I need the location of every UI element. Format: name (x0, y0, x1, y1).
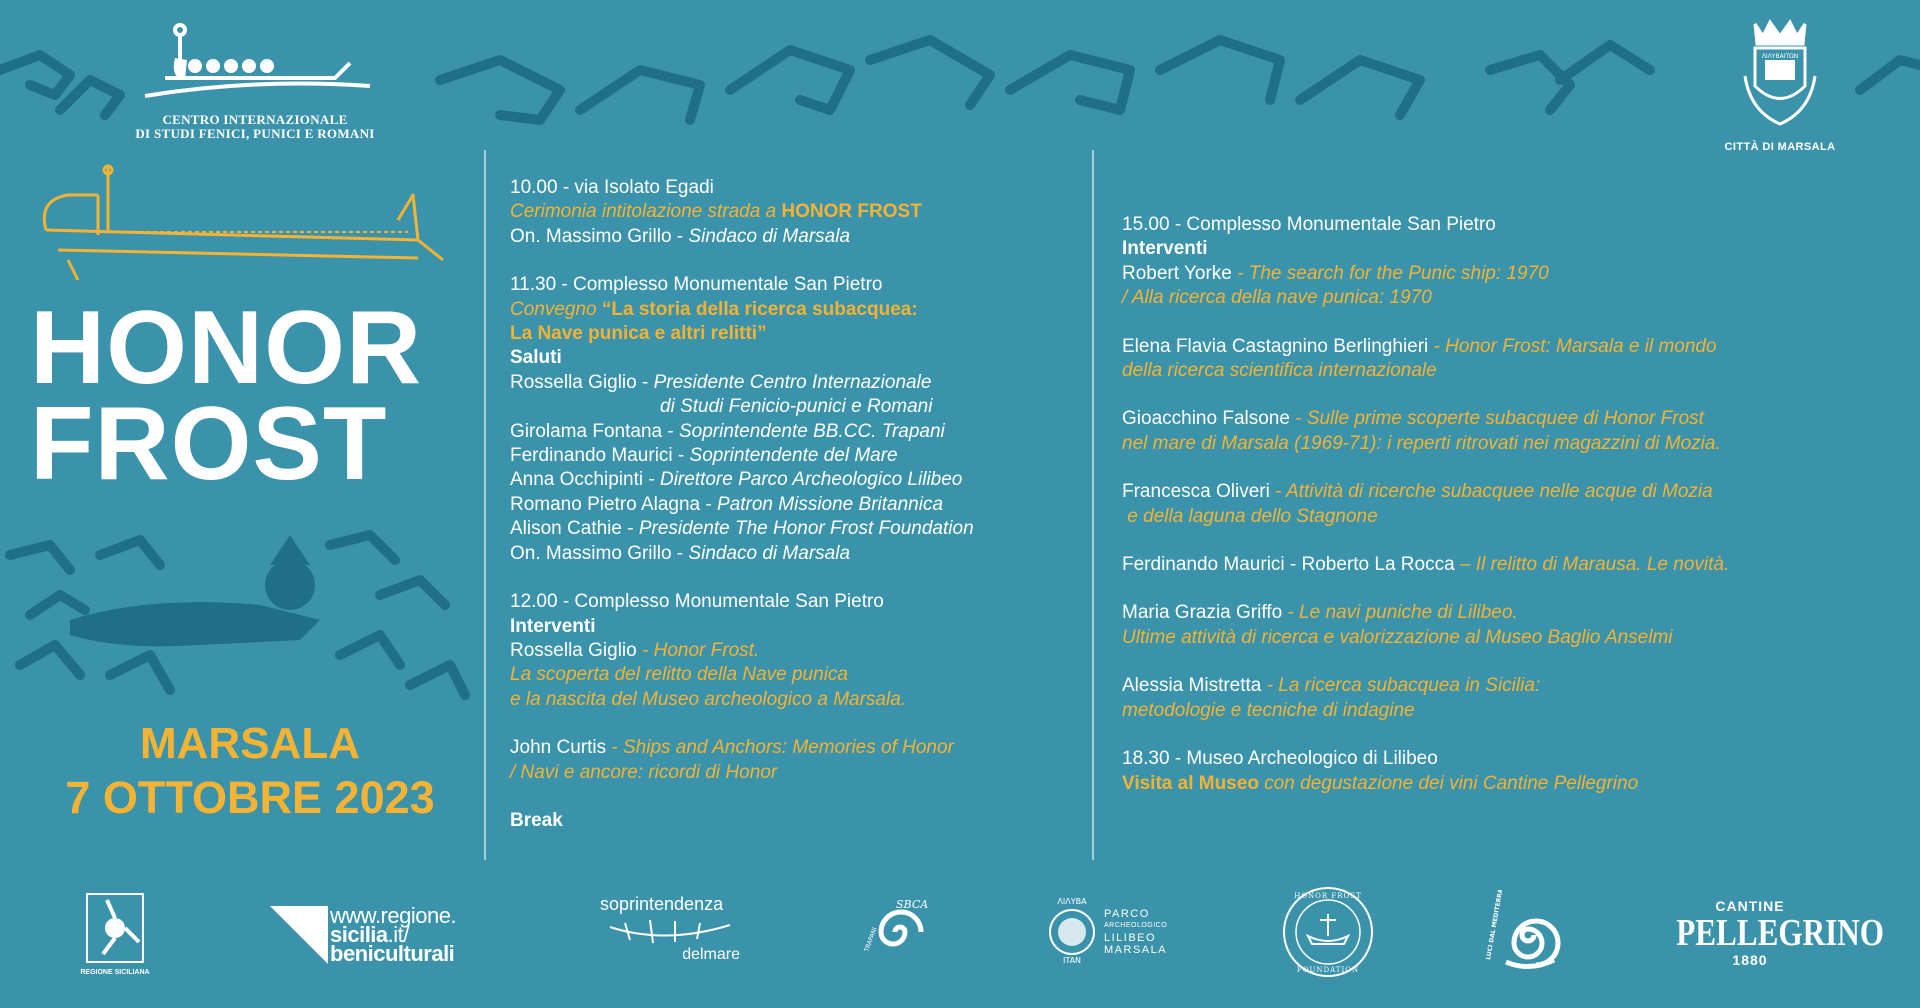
talk-speaker: Robert Yorke (1122, 262, 1232, 284)
parco-greek: ΛΙΛΥΒΑ (1057, 897, 1087, 906)
saluto-role: Presidente The Honor Frost Foundation (638, 518, 974, 540)
talk-title: - Le navi puniche di Lilibeo. (1282, 602, 1518, 624)
talk-title: - Ships and Anchors: Memories of Honor (606, 737, 954, 759)
interventi-heading: Interventi (510, 615, 596, 637)
sbca-text: SBCA (896, 898, 929, 911)
session-time: 12.00 - Complesso Monumentale San Pietro (510, 591, 884, 613)
parco-greek-2: ITAN (1062, 956, 1082, 964)
talk-speaker: Rossella Giglio (510, 639, 637, 661)
speaker-line (510, 225, 1080, 249)
coin-head-icon (1048, 894, 1100, 964)
saluto-row (510, 371, 1080, 395)
convegno-line (510, 298, 1080, 322)
session-time: 11.30 - Complesso Monumentale San Pietro (510, 274, 883, 296)
talk-line (1122, 262, 1912, 286)
museum-visit: Visita al Museo (1122, 772, 1259, 794)
spiral-icon (860, 892, 940, 972)
parco-line-1: PARCO (1104, 908, 1150, 920)
talk-title-cont: della ricerca scientifica internazionale (1122, 360, 1437, 382)
talk-title-cont: Ultime attività di ricerca e valorizzazione al Museo Baglio Anselmi (1122, 626, 1673, 648)
parco-line-3: LILIBEO (1104, 932, 1157, 944)
saluto-role: Soprintendente del Mare (689, 445, 898, 467)
saluto-row (510, 542, 1080, 566)
speaker-name: On. Massimo Grillo - (510, 225, 689, 247)
parco-line-4: MARSALA (1104, 944, 1168, 956)
session-time: 18.30 - Museo Archeologico di Lilibeo (1122, 748, 1438, 770)
event-date: 7 OTTOBRE 2023 (65, 772, 435, 823)
city-crest-icon (1735, 16, 1825, 136)
talk-title-cont: / Navi e ancore: ricordi di Honor (510, 761, 778, 783)
sea-sketch-icon (605, 915, 735, 947)
talk-title-cont: metodologie e tecniche di indagine (1122, 699, 1415, 721)
city-label: CITTÀ DI MARSALA (1724, 141, 1836, 153)
parco-line-2: ARCHEOLOGICO (1104, 922, 1168, 929)
saluto-row (510, 444, 1080, 468)
saluto-role: Patron Missione Britannica (717, 493, 944, 515)
soprintendenza-mare-logo (600, 894, 740, 964)
talk-title: - Attività di ricerche subacquee nelle acque di Mozia (1269, 481, 1713, 503)
soprintendenza-label: soprintendenza (600, 894, 724, 914)
break-label: Break (510, 809, 563, 831)
talk-line (1122, 480, 1912, 504)
talk-title: - La ricerca subacquea in Sicilia: (1261, 675, 1541, 697)
cisf-logo (130, 18, 380, 141)
session-time: 15.00 - Complesso Monumentale San Pietro (1122, 214, 1496, 235)
event-city: MARSALA (140, 719, 360, 768)
saluto-row (510, 395, 1080, 419)
delmare-label: delmare (682, 946, 740, 963)
talk-line (1122, 601, 1912, 625)
pellegrino-label: PELLEGRINO (1676, 912, 1884, 954)
regione-siciliana-label: REGIONE SICILIANA (80, 969, 150, 976)
triangle-logo-icon (270, 906, 328, 964)
site-line-3: beniculturali (330, 941, 455, 966)
cisf-org-line-1: CENTRO INTERNAZIONALE (162, 112, 348, 127)
saluto-name: Girolama Fontana - (510, 420, 679, 442)
interventi-heading: Interventi (1122, 238, 1208, 260)
talk-title-cont: La scoperta del relitto della Nave punica (510, 664, 848, 686)
seal-top-text: HONOR FROST (1294, 892, 1362, 900)
talk-speaker: Elena Flavia Castagnino Berlinghieri (1122, 335, 1429, 357)
talk-speaker: Alessia Mistretta (1122, 675, 1262, 697)
title-line-frost: FROST (30, 386, 388, 502)
talk-title-cont: nel mare di Marsala (1969-71): i reperti ritrovati nei magazzini di Mozia. (1122, 432, 1721, 454)
trinacria-icon (85, 892, 145, 964)
divider-right (1092, 150, 1094, 860)
saluto-role: Presidente Centro Internazionale (653, 371, 932, 393)
talk-line (510, 639, 1080, 663)
ceremony-honor-frost: HONOR FROST (781, 201, 922, 223)
regione-siciliana-logo (80, 892, 150, 976)
ceremony-text: Cerimonia intitolazione strada a (510, 201, 782, 223)
luci-text: LUCI DAL MEDITERRANEO (1485, 890, 1507, 961)
convegno-title-2: La Nave punica e altri relitti” (510, 323, 767, 345)
saluti-heading: Saluti (510, 347, 562, 369)
saluto-name: Alison Cathie - (510, 518, 639, 540)
saluto-role: Direttore Parco Archeologico Lilibeo (659, 469, 963, 491)
saluto-role: Soprintendente BB.CC. Trapani (678, 420, 945, 442)
program-afternoon (1122, 213, 1912, 796)
saluto-row (510, 517, 1080, 541)
talk-line (1122, 674, 1912, 698)
program-morning (510, 176, 1080, 833)
museum-visit-detail: con degustazione dei vini Cantine Pellegrino (1258, 772, 1639, 794)
punic-ship-icon (38, 160, 458, 280)
session-time: 10.00 - via Isolato Egadi (510, 177, 714, 198)
talk-speaker: Maria Grazia Griffo (1122, 602, 1283, 624)
cantine-pellegrino-logo (1660, 898, 1884, 968)
saluto-name: Romano Pietro Alagna - (510, 493, 718, 515)
talk-title: - Honor Frost: Marsala e il mondo (1428, 335, 1717, 357)
talk-line (510, 736, 1080, 760)
talk-title: – Il relitto di Marausa. Le novità. (1454, 554, 1730, 576)
site-sicilia: sicilia (330, 922, 388, 947)
year-label: 1880 (1732, 952, 1768, 968)
saluto-row (510, 493, 1080, 517)
talk-speaker: John Curtis (510, 737, 607, 759)
seal-bottom-text: FOUNDATION (1296, 966, 1360, 974)
honor-frost-foundation-logo (1278, 884, 1378, 985)
saluto-role: Sindaco di Marsala (688, 542, 851, 564)
wave-swirl-icon (1484, 890, 1574, 980)
event-title (30, 290, 480, 502)
talk-line (1122, 335, 1912, 359)
talk-title-cont: e la nascita del Museo archeologico a Marsala. (510, 688, 907, 710)
ship-logo-icon (135, 18, 375, 108)
title-line-honor: HONOR (30, 290, 423, 406)
convegno-label: Convegno (510, 298, 602, 320)
final-line (1122, 772, 1912, 796)
talk-speaker: Ferdinando Maurici - Roberto La Rocca (1122, 554, 1455, 576)
sponsor-logos (0, 880, 1920, 1008)
saluto-name: On. Massimo Grillo - (510, 542, 689, 564)
convegno-title-1: “La storia della ricerca subacquea: (601, 298, 918, 320)
talk-title-cont: e della laguna dello Stagnone (1122, 505, 1378, 527)
talk-speaker: Francesca Oliveri (1122, 481, 1270, 503)
saluto-role: di Studi Fenicio-punici e Romani (660, 396, 933, 418)
diver-illustration (0, 525, 470, 720)
luci-mediterraneo-logo (1484, 890, 1574, 985)
sbca-trapani-logo (860, 892, 940, 977)
saluto-row (510, 420, 1080, 444)
talk-speaker: Gioacchino Falsone (1122, 408, 1290, 430)
talk-title: - The search for the Punic ship: 1970 (1231, 262, 1549, 284)
talk-title-cont: / Alla ricerca della nave punica: 1970 (1122, 287, 1432, 309)
talk-title: - Honor Frost. (636, 639, 760, 661)
cisf-org-line-2: DI STUDI FENICI, PUNICI E ROMANI (135, 126, 375, 141)
divider-left (484, 150, 486, 860)
saluto-name: Ferdinando Maurici - (510, 445, 690, 467)
site-line-1: www.regione. (330, 903, 457, 928)
talk-title: - Sulle prime scoperte subacquee di Honor Frost (1289, 408, 1704, 430)
talk-line (1122, 553, 1912, 577)
saluto-name: Rossella Giglio - (510, 371, 654, 393)
citta-marsala-logo (1710, 16, 1850, 153)
trapani-text: TRAPANI (863, 926, 879, 953)
ceremony-line (510, 200, 1080, 224)
saluto-row (510, 468, 1080, 492)
talk-line (1122, 407, 1912, 431)
cantine-label: CANTINE (1715, 898, 1785, 914)
foundation-seal-icon (1280, 884, 1376, 980)
saluto-name: Anna Occhipinti - (510, 469, 660, 491)
event-place-date (30, 718, 470, 826)
speaker-role: Sindaco di Marsala (688, 225, 851, 247)
site-it: .it/ (387, 922, 409, 947)
city-crest-text: ΛΙΛΥΒΑΙΤΩΝ (1761, 53, 1799, 60)
